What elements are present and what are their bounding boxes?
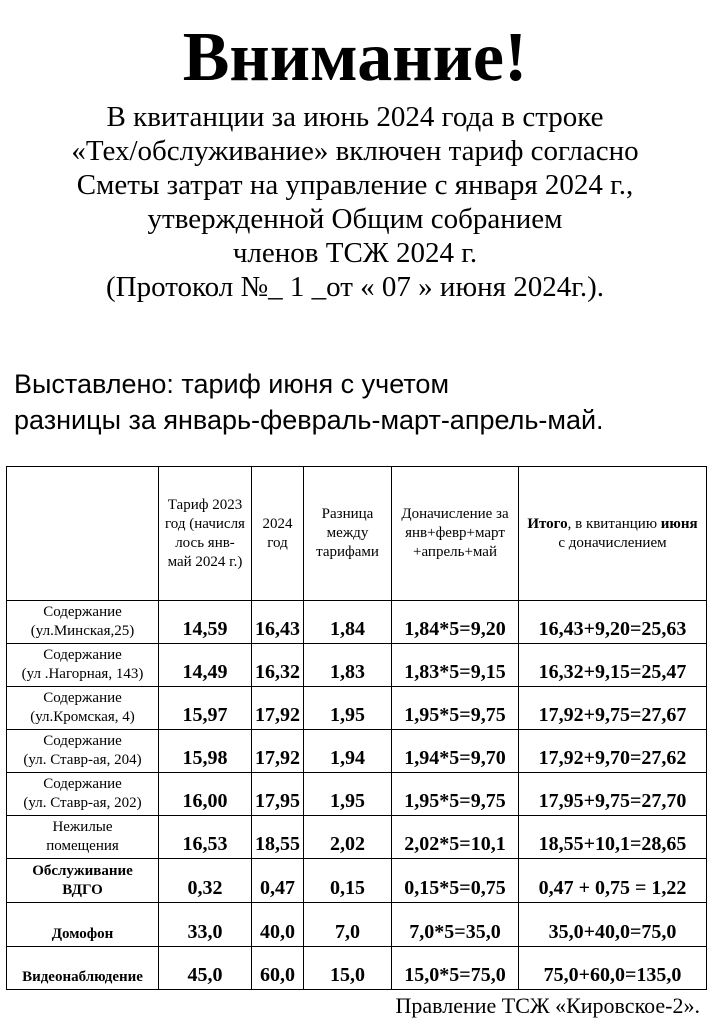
cell-tariff-2023: 33,0 [159, 903, 252, 947]
table-row [7, 903, 707, 947]
header-total-text-2: с доначислением [558, 534, 667, 551]
row-label: Содержание (ул .Нагорная, 143) [7, 644, 159, 687]
cell-tariff-2023: 15,98 [159, 730, 252, 773]
header-difference: Разница между тарифами [304, 467, 392, 601]
cell-difference: 1,95 [304, 687, 392, 730]
cell-tariff-2023: 14,49 [159, 644, 252, 687]
table-row [7, 730, 707, 773]
header-tariff-2024: 2024 год [252, 467, 304, 601]
row-label: Видеонаблюдение [7, 947, 159, 990]
cell-difference: 1,84 [304, 601, 392, 644]
cell-tariff-2023: 15,97 [159, 687, 252, 730]
cell-extra-charge: 1,94*5=9,70 [392, 730, 519, 773]
cell-tariff-2024: 17,92 [252, 687, 304, 730]
intro-line: утвержденной Общим собранием [147, 203, 563, 235]
cell-total: 0,47 + 0,75 = 1,22 [519, 859, 707, 903]
cell-extra-charge: 0,15*5=0,75 [392, 859, 519, 903]
intro-line: «Тех/обслуживание» включен тариф согласно [71, 135, 639, 167]
notice-title: Внимание! [182, 19, 528, 96]
billed-note [14, 366, 704, 438]
table-row [7, 859, 707, 903]
cell-difference: 0,15 [304, 859, 392, 903]
header-total-month: июня [660, 515, 698, 532]
cell-difference: 1,94 [304, 730, 392, 773]
intro-line: (Протокол №_ 1 _от « 07 » июня 2024г.). [106, 271, 604, 303]
table-row [7, 601, 707, 644]
cell-tariff-2023: 14,59 [159, 601, 252, 644]
cell-tariff-2024: 60,0 [252, 947, 304, 990]
header-extra-charge: Доначисление за янв+февр+март +апрель+май [392, 467, 519, 601]
tariff-table [6, 466, 707, 990]
intro-line: Сметы затрат на управление с января 2024 г., [76, 169, 634, 201]
cell-tariff-2024: 16,32 [252, 644, 304, 687]
row-label: Содержание (ул. Ставр-ая, 202) [7, 773, 159, 816]
cell-tariff-2024: 16,43 [252, 601, 304, 644]
cell-extra-charge: 2,02*5=10,1 [392, 816, 519, 859]
intro-paragraph [0, 100, 710, 304]
header-total-bold: Итого [527, 515, 568, 532]
cell-total: 17,92+9,75=27,67 [519, 687, 707, 730]
cell-total: 17,92+9,70=27,62 [519, 730, 707, 773]
intro-line: членов ТСЖ 2024 г. [232, 237, 478, 269]
cell-extra-charge: 1,95*5=9,75 [392, 773, 519, 816]
table-row [7, 947, 707, 990]
table-row [7, 687, 707, 730]
cell-difference: 7,0 [304, 903, 392, 947]
row-label: Содержание (ул.Кромская, 4) [7, 687, 159, 730]
header-total [519, 467, 707, 601]
signature: Правление ТСЖ «Кировское-2». [395, 993, 700, 1018]
cell-tariff-2023: 0,32 [159, 859, 252, 903]
cell-total: 35,0+40,0=75,0 [519, 903, 707, 947]
table-row [7, 773, 707, 816]
header-tariff-2023: Тариф 2023 год (начисля лось янв-май 2024 г.) [159, 467, 252, 601]
intro-line: В квитанции за июнь 2024 года в строке [106, 101, 604, 133]
cell-total: 18,55+10,1=28,65 [519, 816, 707, 859]
row-label: Домофон [7, 903, 159, 947]
cell-difference: 15,0 [304, 947, 392, 990]
cell-tariff-2024: 17,95 [252, 773, 304, 816]
billed-line: разницы за январь-февраль-март-апрель-май. [14, 405, 604, 435]
cell-extra-charge: 15,0*5=75,0 [392, 947, 519, 990]
cell-total: 75,0+60,0=135,0 [519, 947, 707, 990]
table-row [7, 644, 707, 687]
cell-tariff-2024: 0,47 [252, 859, 304, 903]
cell-extra-charge: 1,95*5=9,75 [392, 687, 519, 730]
cell-difference: 2,02 [304, 816, 392, 859]
cell-total: 16,43+9,20=25,63 [519, 601, 707, 644]
cell-tariff-2024: 40,0 [252, 903, 304, 947]
billed-line: Выставлено: тариф июня с учетом [14, 369, 450, 399]
cell-difference: 1,83 [304, 644, 392, 687]
row-label: Содержание (ул.Минская,25) [7, 601, 159, 644]
cell-extra-charge: 1,83*5=9,15 [392, 644, 519, 687]
table-header-row [7, 467, 707, 601]
cell-extra-charge: 7,0*5=35,0 [392, 903, 519, 947]
cell-tariff-2023: 16,00 [159, 773, 252, 816]
header-name [7, 467, 159, 601]
cell-tariff-2023: 45,0 [159, 947, 252, 990]
cell-tariff-2024: 17,92 [252, 730, 304, 773]
row-label: Обслуживание ВДГО [7, 859, 159, 903]
table-row [7, 816, 707, 859]
cell-tariff-2023: 16,53 [159, 816, 252, 859]
cell-total: 16,32+9,15=25,47 [519, 644, 707, 687]
cell-extra-charge: 1,84*5=9,20 [392, 601, 519, 644]
row-label: Нежилые помещения [7, 816, 159, 859]
cell-total: 17,95+9,75=27,70 [519, 773, 707, 816]
cell-tariff-2024: 18,55 [252, 816, 304, 859]
header-total-text: , в квитанцию [567, 515, 661, 532]
cell-difference: 1,95 [304, 773, 392, 816]
row-label: Содержание (ул. Ставр-ая, 204) [7, 730, 159, 773]
